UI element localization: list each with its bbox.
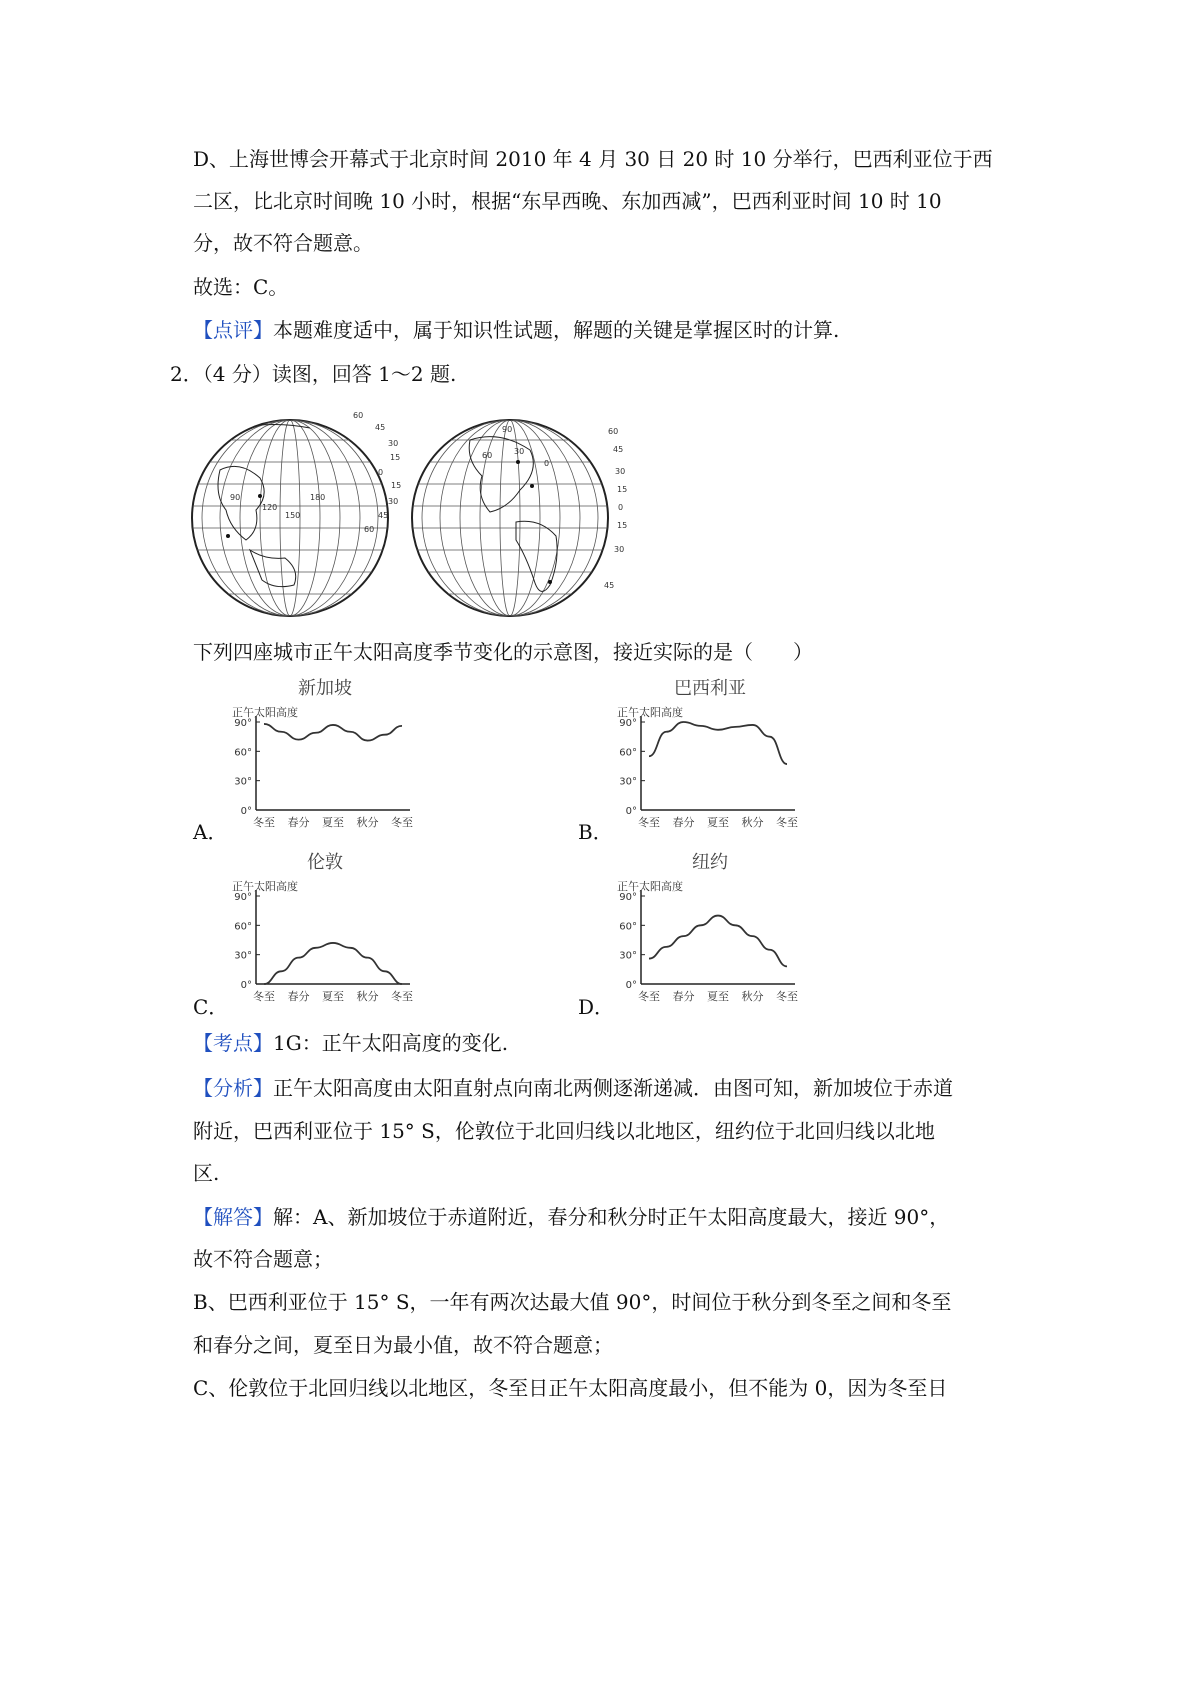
- globe-coordinate-label: 60: [353, 411, 364, 420]
- y-tick-label: 0°: [240, 806, 252, 817]
- y-tick-label: 60°: [234, 921, 252, 933]
- y-tick-label: 60°: [234, 747, 252, 759]
- kaodian-tag: 【考点】: [193, 1031, 273, 1055]
- chart-ylabel: 正午太阳高度: [617, 880, 683, 893]
- y-tick-label: 90°: [234, 892, 252, 903]
- y-tick-label: 60°: [619, 921, 637, 933]
- y-tick-label: 90°: [619, 718, 637, 729]
- x-tick-label: 春分: [672, 990, 695, 1003]
- y-tick-label: 30°: [234, 950, 252, 962]
- x-tick-label: 冬至: [391, 816, 413, 829]
- chart-title: 纽约: [692, 852, 728, 873]
- x-tick-label: 秋分: [741, 816, 764, 829]
- x-tick-label: 夏至: [707, 990, 729, 1003]
- chart-title: 伦敦: [307, 852, 343, 873]
- question-number: 2．: [170, 362, 203, 386]
- chart-london: [220, 846, 420, 1014]
- globe-coordinate-label: 45: [378, 511, 389, 520]
- question-prompt: 下列四座城市正午太阳高度季节变化的示意图，接近实际的是（ ）: [193, 640, 813, 664]
- x-tick-label: 夏至: [707, 816, 729, 829]
- chart-title: 新加坡: [298, 678, 352, 699]
- fenxi-line-2: 附近，巴西利亚位于 15° S，伦敦位于北回归线以北地区，纽约位于北回归线以北地: [193, 1119, 935, 1143]
- x-tick-label: 冬至: [253, 990, 275, 1003]
- x-tick-label: 秋分: [356, 990, 379, 1003]
- solution-line-d3: 分，故不符合题意。: [193, 231, 373, 255]
- y-tick-label: 0°: [625, 980, 637, 991]
- right-globe: [410, 420, 610, 616]
- x-tick-label: 秋分: [356, 816, 379, 829]
- option-b-label[interactable]: B．: [578, 820, 613, 844]
- sun-altitude-line: [649, 722, 787, 764]
- question-stem: （4 分）读图，回答 1～2 题.: [202, 362, 457, 386]
- comment-text: 本题难度适中，属于知识性试题，解题的关键是掌握区时的计算.: [273, 318, 840, 342]
- option-d-label[interactable]: D．: [578, 995, 615, 1019]
- option-c-label[interactable]: C．: [193, 995, 229, 1019]
- jieda-line-5: C、伦敦位于北回归线以北地区，冬至日正午太阳高度最小，但不能为 0，因为冬至日: [193, 1376, 948, 1400]
- y-tick-label: 30°: [234, 776, 252, 788]
- jieda-line-2: 故不符合题意；: [193, 1247, 333, 1271]
- x-tick-label: 冬至: [638, 816, 660, 829]
- kaodian-line: [193, 1031, 508, 1055]
- globe-coordinate-label: 45: [375, 423, 386, 432]
- y-tick-label: 60°: [619, 747, 637, 759]
- chart-singapore: [220, 672, 420, 840]
- kaodian-text: 1G：正午太阳高度的变化.: [273, 1031, 509, 1055]
- jieda-line-1: [193, 1205, 949, 1229]
- globe-coordinate-label: 15: [617, 485, 628, 494]
- globe-coordinate-label: 150: [285, 511, 301, 520]
- option-a-label[interactable]: A．: [193, 820, 228, 844]
- globe-coordinate-label: 30: [614, 545, 625, 554]
- globe-coordinate-label: 0: [618, 503, 624, 512]
- globe-coordinate-label: 60: [482, 451, 493, 460]
- question-2-heading: [170, 362, 456, 386]
- comment-tag: 【点评】: [193, 318, 273, 342]
- globe-coordinate-label: 15: [617, 521, 628, 530]
- x-tick-label: 冬至: [776, 990, 798, 1003]
- globe-coordinate-label: 30: [615, 467, 626, 476]
- globe-coordinate-label: 120: [262, 503, 278, 512]
- globe-coordinate-label: 90: [502, 425, 513, 434]
- x-tick-label: 冬至: [638, 990, 660, 1003]
- x-tick-label: 春分: [672, 816, 695, 829]
- x-tick-label: 冬至: [391, 990, 413, 1003]
- globe-coordinate-label: 30: [388, 439, 399, 448]
- globe-coordinate-label: 180: [310, 493, 326, 502]
- globe-coordinate-label: 15: [390, 453, 401, 462]
- comment-line: [193, 318, 839, 342]
- chart-newyork: [605, 846, 805, 1014]
- x-tick-label: 秋分: [741, 990, 764, 1003]
- solution-line-d2: 二区，比北京时间晚 10 小时，根据“东早西晚、东加西减”，巴西利亚时间 10 时 10: [193, 189, 942, 213]
- globe-coordinate-label: 45: [613, 445, 624, 454]
- jieda-tag: 【解答】: [193, 1205, 273, 1229]
- fenxi-text-1: 正午太阳高度由太阳直射点向南北两侧逐渐递减．由图可知，新加坡位于赤道: [273, 1076, 953, 1100]
- globe-coordinate-label: 30: [514, 447, 525, 456]
- jieda-line-3: B、巴西利亚位于 15° S，一年有两次达最大值 90°，时间位于秋分到冬至之间和冬至: [193, 1290, 952, 1314]
- y-tick-label: 90°: [234, 718, 252, 729]
- chart-ylabel: 正午太阳高度: [232, 880, 298, 893]
- x-tick-label: 冬至: [776, 816, 798, 829]
- chart-ylabel: 正午太阳高度: [232, 706, 298, 719]
- globes-figure: [190, 400, 650, 632]
- jieda-line-4: 和春分之间，夏至日为最小值，故不符合题意；: [193, 1333, 613, 1357]
- x-tick-label: 夏至: [322, 816, 344, 829]
- x-tick-label: 夏至: [322, 990, 344, 1003]
- globe-coordinate-label: 30: [388, 497, 399, 506]
- chart-brasilia: [605, 672, 805, 840]
- fenxi-line-3: 区.: [193, 1161, 220, 1185]
- y-tick-label: 0°: [625, 806, 637, 817]
- chart-ylabel: 正午太阳高度: [617, 706, 683, 719]
- globe-coordinate-label: 60: [364, 525, 375, 534]
- x-tick-label: 春分: [287, 990, 310, 1003]
- globe-coordinate-label: 45: [604, 581, 615, 590]
- y-tick-label: 30°: [619, 950, 637, 962]
- globe-coordinate-label: 0: [544, 459, 550, 468]
- x-tick-label: 春分: [287, 816, 310, 829]
- globe-coordinate-label: 90: [230, 493, 241, 502]
- globe-coordinate-label: 0: [378, 468, 384, 477]
- globe-coordinate-label: 15: [391, 481, 402, 490]
- answer-choice: 故选：C。: [193, 275, 289, 299]
- fenxi-line-1: [193, 1076, 953, 1100]
- globe-coordinate-label: 60: [608, 427, 619, 436]
- sun-altitude-line: [264, 724, 402, 741]
- y-tick-label: 0°: [240, 980, 252, 991]
- sun-altitude-line: [264, 943, 402, 984]
- jieda-text-1: 解：A、新加坡位于赤道附近，春分和秋分时正午太阳高度最大，接近 90°，: [273, 1205, 950, 1229]
- y-tick-label: 30°: [619, 776, 637, 788]
- chart-title: 巴西利亚: [674, 678, 746, 699]
- x-tick-label: 冬至: [253, 816, 275, 829]
- solution-line-d1: D、上海世博会开幕式于北京时间 2010 年 4 月 30 日 20 时 10 分举行，巴西利亚位于西: [193, 147, 993, 171]
- fenxi-tag: 【分析】: [193, 1076, 273, 1100]
- sun-altitude-line: [649, 916, 787, 967]
- y-tick-label: 90°: [619, 892, 637, 903]
